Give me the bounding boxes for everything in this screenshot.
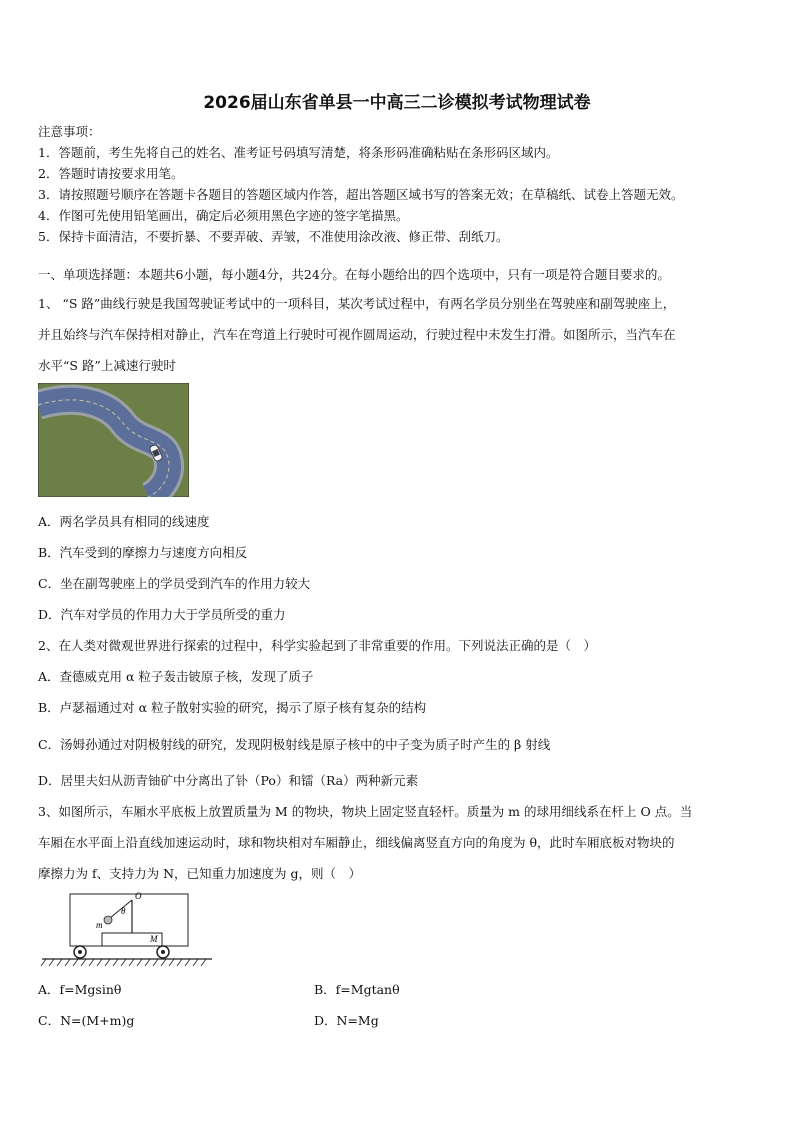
q3-stem-line3: 摩擦力为 f、支持力为 N，已知重力加速度为 g，则（ ） — [38, 866, 361, 881]
q3-option-d: D．N=Mg — [314, 1013, 379, 1028]
q2-option-a: A．查德威克用 α 粒子轰击铍原子核，发现了质子 — [38, 669, 314, 684]
q3-stem-line1: 3、如图所示，车厢水平底板上放置质量为 M 的物块，物块上固定竖直轻杆。质量为 m 的球用细线系在杆上 O 点。当 — [38, 804, 693, 819]
page-title: 2026届山东省单县一中高三二诊模拟考试物理试卷 — [203, 93, 591, 113]
q2-option-d: D．居里夫妇从沥青铀矿中分离出了钋（Po）和镭（Ra）两种新元素 — [38, 773, 419, 788]
notice-item-5: 5．保持卡面清洁，不要折暴、不要弄破、弄皱，不准使用涂改液、修正带、刮纸刀。 — [38, 229, 509, 244]
s-road-figure — [38, 383, 189, 497]
notice-item-2: 2．答题时请按要求用笔。 — [38, 166, 184, 181]
label-o: O — [135, 891, 142, 901]
q1-option-b: B．汽车受到的摩擦力与速度方向相反 — [38, 545, 248, 560]
q3-option-b: B．f=Mgtanθ — [314, 982, 400, 997]
q1-stem-line3: 水平“S 路”上减速行驶时 — [38, 358, 176, 373]
q2-stem: 2、在人类对微观世界进行探索的过程中，科学实验起到了非常重要的作用。下列说法正确的是（ ） — [38, 638, 596, 653]
label-M: M — [150, 934, 158, 944]
q1-option-d: D．汽车对学员的作用力大于学员所受的重力 — [38, 607, 286, 622]
q1-option-c: C．坐在副驾驶座上的学员受到汽车的作用力较大 — [38, 576, 311, 591]
section-heading: 一、单项选择题：本题共6小题，每小题4分，共24分。在每小题给出的四个选项中，只有一项是符合题目要求的。 — [38, 267, 670, 282]
label-theta: θ — [121, 906, 126, 916]
q1-option-a: A．两名学员具有相同的线速度 — [38, 514, 210, 529]
q1-stem-line2: 并且始终与汽车保持相对静止，汽车在弯道上行驶时可视作圆周运动，行驶过程中未发生打滑。如图所示，当汽车在 — [38, 327, 676, 342]
q2-option-c: C．汤姆孙通过对阴极射线的研究，发现阴极射线是原子核中的中子变为质子时产生的 β 射线 — [38, 737, 551, 752]
q2-option-b: B．卢瑟福通过对 α 粒子散射实验的研究，揭示了原子核有复杂的结构 — [38, 700, 427, 715]
label-m: m — [96, 920, 103, 930]
notice-item-1: 1．答题前，考生先将自己的姓名、准考证号码填写清楚，将条形码准确粘贴在条形码区域内。 — [38, 145, 559, 160]
carriage-figure — [40, 890, 215, 970]
q3-option-c: C．N=(M+m)g — [38, 1013, 135, 1028]
notice-item-4: 4．作图可先使用铅笔画出，确定后必须用黑色字迹的签字笔描黑。 — [38, 208, 409, 223]
q3-stem-line2: 车厢在水平面上沿直线加速运动时，球和物块相对车厢静止，细线偏离竖直方向的角度为 θ，此时车厢底板对物块的 — [38, 835, 675, 850]
q3-option-a: A．f=Mgsinθ — [38, 982, 122, 997]
notice-heading: 注意事项： — [38, 124, 101, 139]
notice-item-3: 3．请按照题号顺序在答题卡各题目的答题区域内作答，超出答题区域书写的答案无效；在草稿纸、试卷上答题无效。 — [38, 187, 684, 202]
q1-stem-line1: 1、 “S 路”曲线行驶是我国驾驶证考试中的一项科目，某次考试过程中，有两名学员分别坐在驾驶座和副驾驶座上， — [38, 296, 676, 311]
